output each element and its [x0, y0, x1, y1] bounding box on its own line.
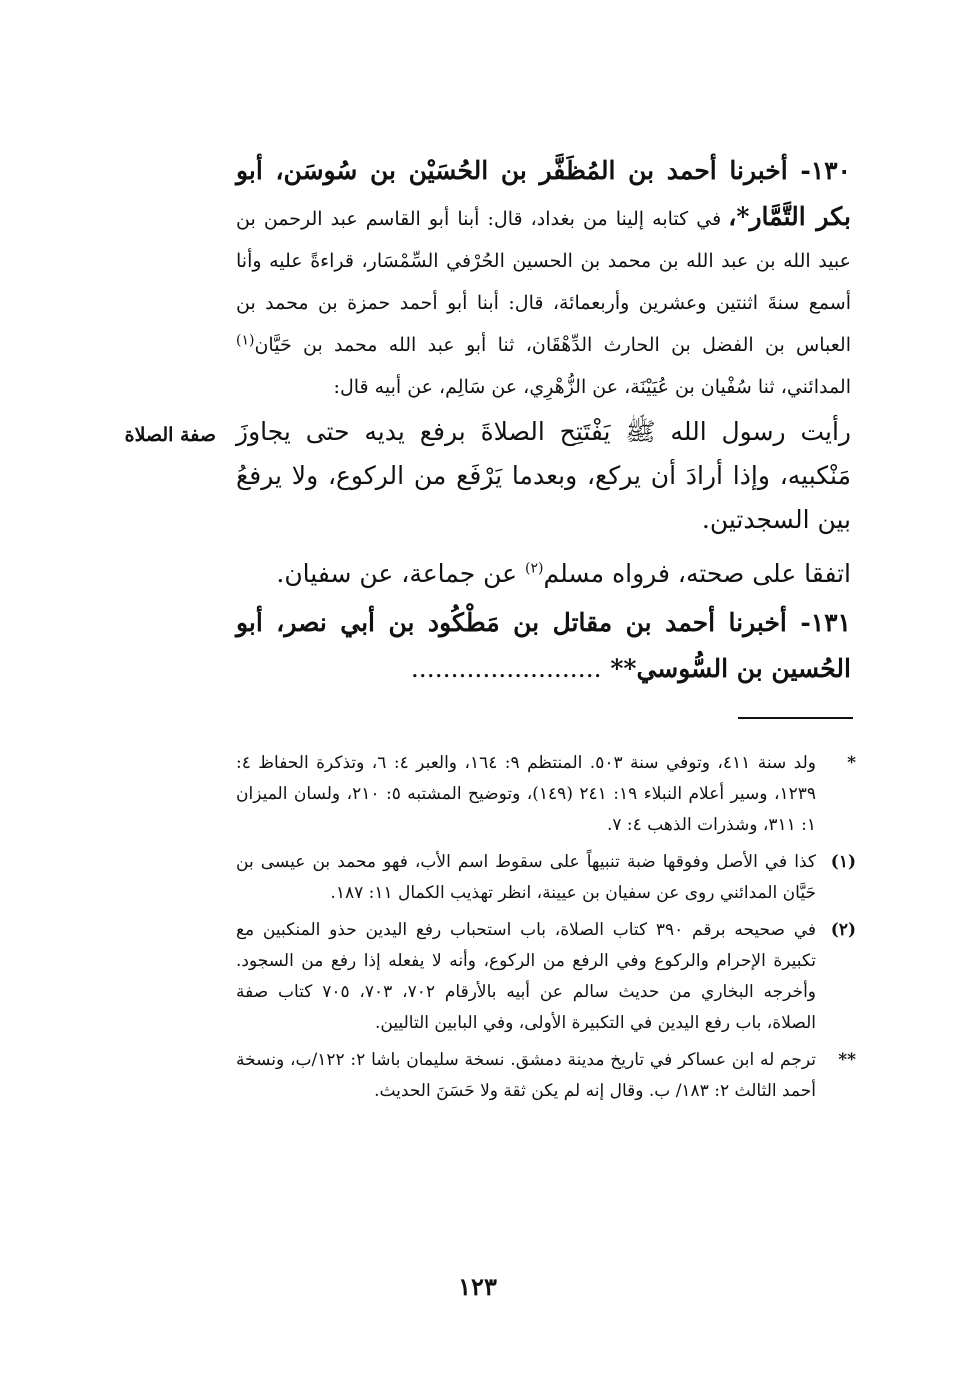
footnote-ref-2: (٢)	[525, 560, 544, 577]
footnotes	[236, 748, 856, 1113]
entry-130-isnad: في كتابه إلينا من بغداد، قال: أبنا أبو القاسم عبد الرحمن بن عبيد الله بن عبد الله بن محمد بن الحسين الحُرْفي السِّمْسَار، قراءةً عليه وأنا أسمع سنةَ اثنتين وعشرين وأربعمائة، قال: أبنا أبو أحمد حمزة بن محمد بن العباس بن الفضل بن الحارث الدِّهْقَان، ثنا أبو عبد الله محمد بن حَيَّان	[236, 208, 851, 356]
entry-130-heading: ١٣٠- أخبرنا أحمد بن المُظَفَّر بن الحُسَيْن بن سُوسَن، أبو بكر التَّمَّار*،	[236, 156, 851, 231]
hadith-text: رأيت رسول الله ﷺ يَفْتَتِح الصلاةَ برفع يديه حتى يجاوزَ مَنْكبيه، وإذا أرادَ أن يركع، وبعدما يَرْفَع من الركوع، ولا يرفعُ بين السجدتين.	[236, 417, 851, 534]
footnote-item	[236, 748, 856, 841]
margin-note: صفة الصلاة	[124, 424, 216, 446]
footnote-marker: *	[847, 753, 856, 773]
footnote-item	[236, 847, 856, 909]
footnote-ref-1: (١)	[236, 332, 255, 349]
footnote-text: ترجم له ابن عساكر في تاريخ مدينة دمشق. نسخة سليمان باشا ٢: ١٢٢/ب، ونسخة أحمد الثالث ٢: ١٨٣/ ب. وقال إنه لم يكن ثقة ولا حَسَنَ الحديث.	[236, 1050, 816, 1101]
entry-130-isnad-end: المدائني، ثنا سُفْيان بن عُيَيْنَة، عن الزُّهْرِي، عن سَالِم، عن أبيه قال:	[333, 376, 851, 398]
entry-131-heading: ١٣١- أخبرنا أحمد بن مقاتل بن مَطْكُود بن أبي نصر، أبو الحُسين بن السُّوسي**	[236, 608, 851, 683]
footnote-text: في صحيحه برقم ٣٩٠ كتاب الصلاة، باب استحباب رفع اليدين حذو المنكبين مع تكبيرة الإحرام والركوع وفي الرفع من الركوع، وأنه لا يفعله إذا رفع من السجود. وأخرجه البخاري من حديث سالم عن أبيه بالأرقام ٧٠٢، ٧٠٣، ٧٠٥ كتاب صفة الصلاة، باب رفع اليدين في التكبيرة الأولى، وفي البابين التاليين.	[236, 920, 816, 1033]
entry-131	[236, 600, 851, 692]
entry-130	[236, 148, 851, 408]
agreement-start: اتفقا على صحته، فرواه مسلم	[543, 559, 851, 588]
main-text-block	[236, 148, 851, 692]
page-number: ١٢٣	[458, 1272, 497, 1301]
footnote-item	[236, 1045, 856, 1107]
footnote-text: ولد سنة ٤١١، وتوفي سنة ٥٠٣. المنتظم ٩: ١٦٤، والعبر ٤: ٦، وتذكرة الحفاظ ٤: ١٢٣٩، وسير أعلام النبلاء ١٩: ٢٤١ (١٤٩)، وتوضيح المشتبه ٥: ٢١٠، ولسان الميزان ١: ٣١١، وشذرات الذهب ٤: ٧.	[236, 753, 816, 835]
footnote-item	[236, 915, 856, 1039]
footnote-marker: (٢)	[830, 920, 856, 940]
footnote-divider	[738, 717, 853, 719]
agreement-end: عن جماعة، عن سفيان.	[276, 559, 518, 588]
entry-131-dots: ........................	[410, 654, 602, 683]
agreement-line	[236, 552, 851, 596]
footnote-marker: **	[838, 1050, 856, 1070]
footnote-text: كذا في الأصل وفوقها ضبة تنبيهاً على سقوط اسم الأب، فهو محمد بن عيسى بن حَيَّان المدائني روى عن سفيان بن عيينة، انظر تهذيب الكمال ١١: ١٨٧.	[236, 852, 816, 903]
footnote-marker: (١)	[830, 852, 856, 872]
